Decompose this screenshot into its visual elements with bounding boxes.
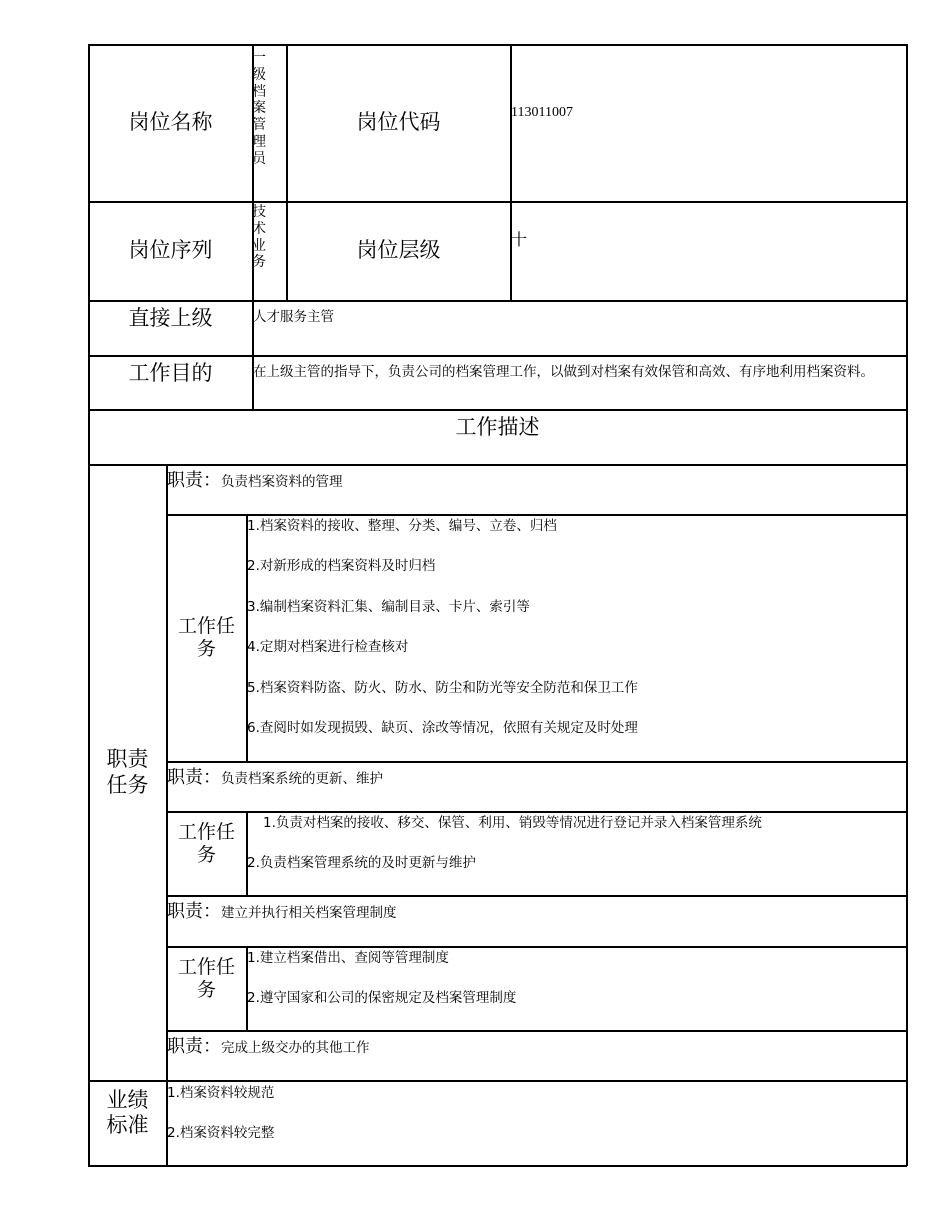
duty-prefix: 职责： <box>167 901 221 922</box>
task-label: 工作任 务 <box>177 615 235 660</box>
performance-label: 业绩 标准 <box>106 1087 149 1137</box>
duty-section-label-line2: 任务 <box>106 772 149 797</box>
duty-prefix: 职责： <box>167 767 221 788</box>
post-name-label: 岗位名称 <box>128 110 213 135</box>
duty-section-label-line1: 职责 <box>106 747 149 772</box>
post-level-label: 岗位层级 <box>356 238 441 263</box>
duty-section-label <box>89 465 166 1080</box>
purpose-label: 工作目的 <box>128 361 213 386</box>
task-item: 1.负责对档案的接收、移交、保管、利用、销毁等情况进行登记并录入档案管理系统 <box>263 815 762 831</box>
task-item: 2.遵守国家和公司的保密规定及档案管理制度 <box>247 990 517 1006</box>
superior-label: 直接上级 <box>128 306 213 331</box>
duty-prefix: 职责： <box>167 1036 221 1057</box>
duty-text: 完成上级交办的其他工作 <box>221 1040 370 1056</box>
duty-row <box>167 767 383 789</box>
duty-row <box>167 1036 370 1058</box>
task-item: 2.负责档案管理系统的及时更新与维护 <box>247 855 476 871</box>
purpose-value: 在上级主管的指导下，负责公司的档案管理工作，以做到对档案有效保管和高效、有序地利用档案资料。 <box>253 364 874 380</box>
post-code-label: 岗位代码 <box>356 110 441 135</box>
performance-item: 2.档案资料较完整 <box>167 1125 275 1141</box>
duty-row <box>167 901 397 923</box>
task-item: 3.编制档案资料汇集、编制目录、卡片、索引等 <box>247 599 530 615</box>
task-item: 1.建立档案借出、查阅等管理制度 <box>247 950 449 966</box>
task-item: 5.档案资料防盗、防火、防水、防尘和防光等安全防范和保卫工作 <box>247 680 638 696</box>
task-label: 工作任 务 <box>177 956 235 1001</box>
task-item: 4.定期对档案进行检查核对 <box>247 639 409 655</box>
superior-value: 人才服务主管 <box>253 309 334 325</box>
post-level-value: 十 <box>511 232 528 249</box>
duty-text: 负责档案资料的管理 <box>221 474 343 490</box>
task-label: 工作任 务 <box>177 821 235 866</box>
duty-prefix: 职责： <box>167 470 221 491</box>
duty-text: 建立并执行相关档案管理制度 <box>221 905 397 921</box>
duty-text: 负责档案系统的更新、维护 <box>221 771 383 787</box>
task-item: 1.档案资料的接收、整理、分类、编号、立卷、归档 <box>247 518 557 534</box>
duty-row <box>167 470 343 492</box>
performance-item: 1.档案资料较规范 <box>167 1085 275 1101</box>
description-title: 工作描述 <box>455 415 540 440</box>
post-name-value: 一级档案管理员 <box>252 50 266 167</box>
task-item: 2.对新形成的档案资料及时归档 <box>247 558 436 574</box>
post-code-value: 113011007 <box>511 105 573 120</box>
task-item: 6.查阅时如发现损毁、缺页、涂改等情况，依照有关规定及时处理 <box>247 720 638 736</box>
post-seq-label: 岗位序列 <box>128 238 213 263</box>
post-seq-value: 技术业务 <box>252 204 266 271</box>
